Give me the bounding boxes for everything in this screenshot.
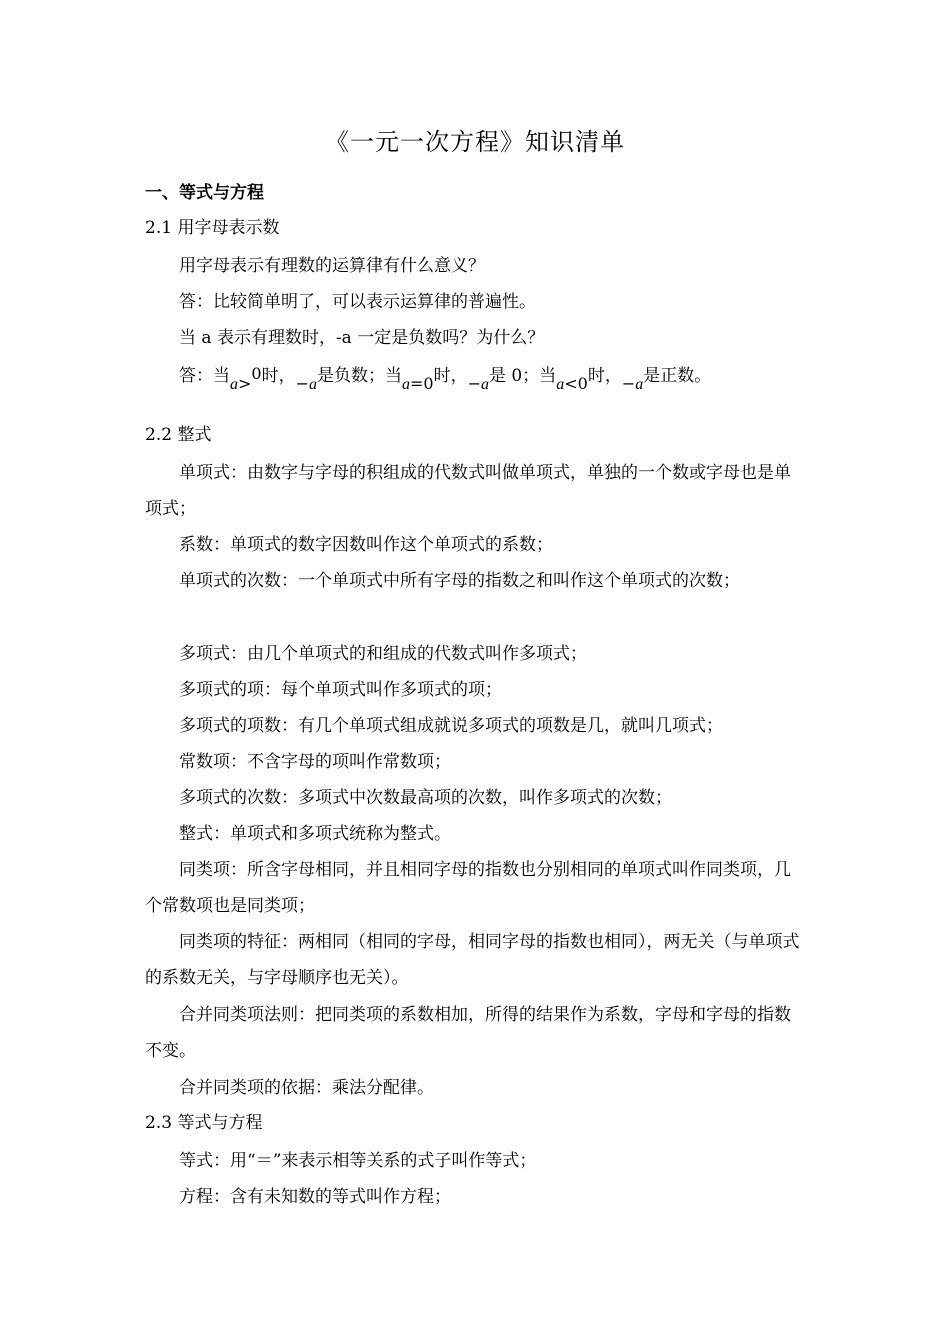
answer-2-text: 是 0；当 (489, 366, 557, 386)
document-title: 《一元一次方程》知识清单 (325, 128, 625, 156)
paragraph: 多项式：由几个单项式的和组成的代数式叫作多项式； (179, 644, 587, 664)
math-operator: = (410, 374, 424, 393)
paragraph: 多项式的项：每个单项式叫作多项式的项； (179, 680, 502, 700)
paragraph: 等式：用“＝”来表示相等关系的式子叫作等式； (179, 1151, 537, 1171)
answer-2-text: 答：当 (179, 366, 230, 386)
math-variable: a (230, 376, 238, 393)
paragraph: 单项式：由数字与字母的积组成的代数式叫做单项式，单独的一个数或字母也是单项式； (145, 463, 791, 519)
paragraph: 同类项：所含字母相同，并且相同字母的指数也分别相同的单项式叫作同类项，几个常数项也是同类项； (145, 860, 791, 916)
section-heading-1: 一、等式与方程 (145, 183, 264, 203)
subsection-heading-2-1: 2.1 用字母表示数 (145, 218, 280, 238)
paragraph: 方程：含有未知数的等式叫作方程； (179, 1187, 451, 1207)
subsection-heading-2-3: 2.3 等式与方程 (145, 1113, 263, 1133)
paragraph: 合并同类项法则：把同类项的系数相加，所得的结果作为系数，字母和字母的指数不变。 (145, 1005, 791, 1061)
answer-2-text: 时， (261, 366, 296, 386)
math-variable: a (309, 376, 317, 393)
math-operator: − (467, 374, 481, 393)
paragraph: 合并同类项的依据：乘法分配律。 (179, 1078, 434, 1098)
math-variable: a (402, 376, 410, 393)
paragraph: 单项式的次数：一个单项式中所有字母的指数之和叫作这个单项式的次数； (179, 571, 740, 591)
answer-2-text: 时， (433, 366, 468, 386)
math-operator: − (621, 374, 636, 393)
math-number: 0 (251, 364, 262, 383)
math-variable: a (481, 376, 489, 393)
answer-2-text: 时， (587, 366, 622, 386)
paragraph: 同类项的特征：两相同（相同的字母，相同字母的指数也相同），两无关（与单项式的系数无关，与字母顺序也无关）。 (145, 932, 800, 988)
paragraph: 多项式的项数：有几个单项式组成就说多项式的项数是几，就叫几项式； (179, 716, 723, 736)
math-variable: a (556, 376, 565, 393)
math-number: 0 (423, 374, 434, 393)
subsection-heading-2-2: 2.2 整式 (145, 425, 212, 445)
math-operator: − (295, 374, 309, 393)
math-number: 0 (577, 374, 588, 393)
math-operator: > (238, 374, 252, 393)
paragraph: 常数项：不含字母的项叫作常数项； (179, 752, 451, 772)
answer-2 (145, 358, 807, 395)
paragraph: 整式：单项式和多项式统称为整式。 (179, 824, 451, 844)
answer-2-text: 是正数。 (643, 366, 712, 386)
math-operator: < (564, 374, 578, 393)
answer-2-text: 是负数；当 (317, 366, 402, 386)
answer-1: 答：比较简单明了，可以表示运算律的普遍性。 (179, 292, 536, 312)
math-variable: a (635, 376, 644, 393)
paragraph: 系数：单项式的数字因数叫作这个单项式的系数； (179, 535, 553, 555)
question-2: 当 a 表示有理数时，-a 一定是负数吗？为什么？ (179, 328, 545, 348)
question-1: 用字母表示有理数的运算律有什么意义？ (179, 256, 485, 276)
paragraph: 多项式的次数：多项式中次数最高项的次数，叫作多项式的次数； (179, 788, 672, 808)
